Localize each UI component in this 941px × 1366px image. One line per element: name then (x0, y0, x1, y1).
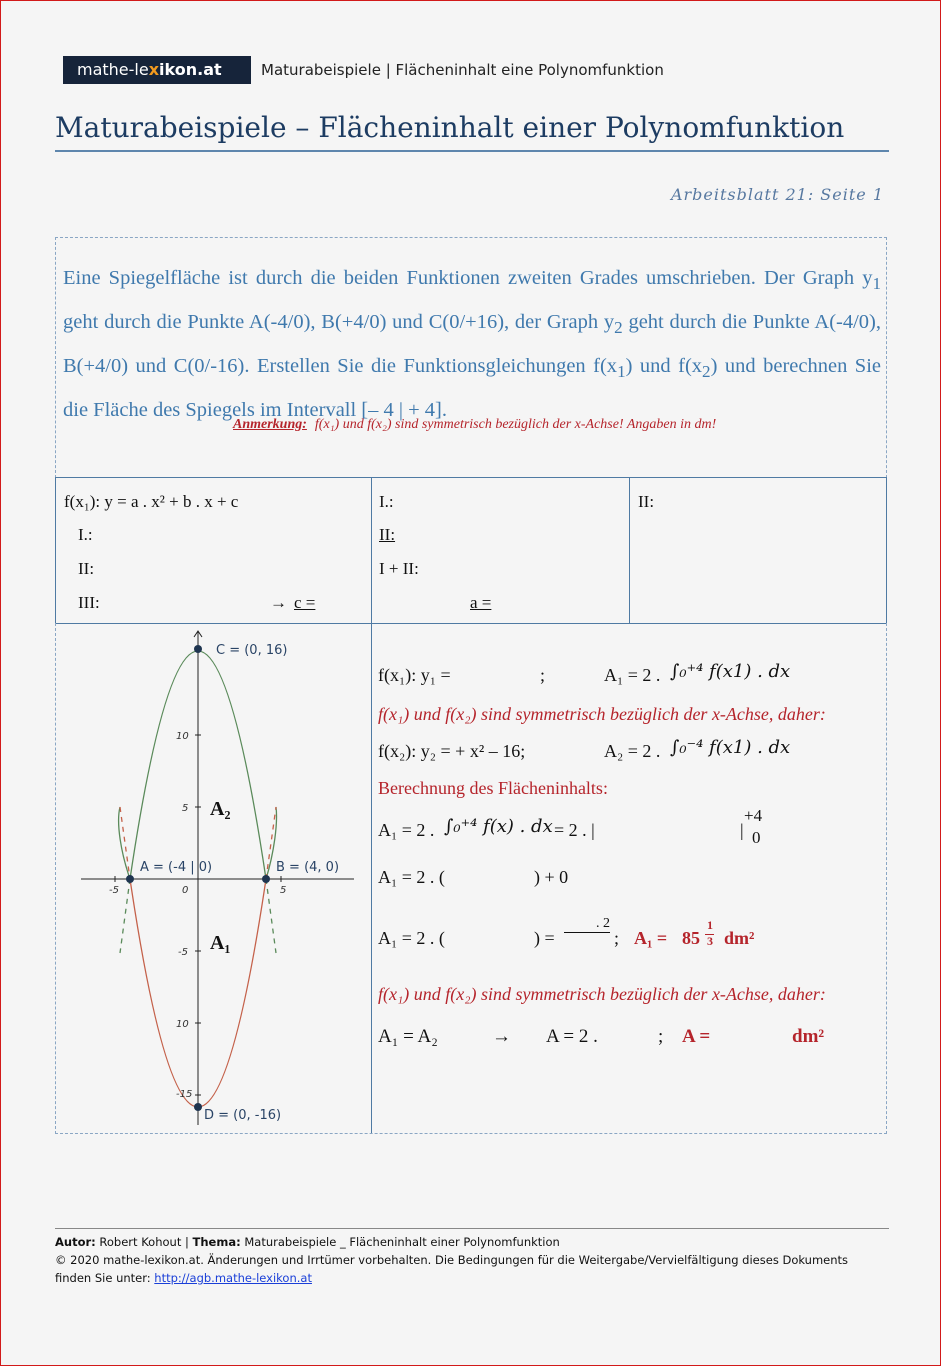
equation-iii-label: III: (78, 593, 100, 612)
column-divider (371, 623, 372, 1133)
x-tick-label: -5 (109, 885, 119, 896)
upper-parabola-ext (120, 807, 130, 879)
sheet-label: Arbeitsblatt 21: Seite 1 (670, 185, 884, 204)
a-result: a = (470, 593, 492, 612)
point-c (194, 645, 202, 653)
line-a1-result: A₁ = 2 . ( ) = . 2 ; A₁ = 85 1 3 dm² (378, 916, 755, 948)
system-cell-2 (372, 478, 630, 623)
equation-i-label: I.: (78, 525, 93, 544)
y-tick-label: 10 (176, 1019, 189, 1030)
y-tick-label: -15 (176, 1089, 193, 1100)
task-text: Eine Spiegelfläche ist durch die beiden Funktionen zweiten Grades umschrieben. Der Graph $y_1$ geht durch die Punkte A(-4/0), B(+4/0) und C(0/+16), der Graph $y_2$ geht durch die Punkte A(-4/0), B(+4/0) und C(0/-16). Erstellen Sie die Funktionsgleichungen $f(x_1)$ und $f(x_2)$ und berechnen Sie die Fläche des Spiegels im Intervall [– 4 | + 4]. (63, 267, 881, 422)
area-a1-label: A₁ (210, 932, 231, 954)
parabola-graph (56, 623, 371, 1133)
c-result: c = (294, 593, 316, 612)
terms-link[interactable]: http://agb.mathe-lexikon.at (154, 1271, 312, 1285)
y-tick-label: 10 (176, 731, 189, 742)
point-d (194, 1103, 202, 1111)
y-tick-label: -5 (178, 947, 188, 958)
line-f2: f(x₂): y₂ = + x² – 16; A₂ = 2 . ∫₀⁻⁴ f(x1) . dx (378, 737, 791, 761)
page-footer (55, 1228, 889, 1287)
solution-area (55, 623, 887, 1134)
equation-ii-label: II: (78, 559, 95, 578)
line-a1-integral: A₁ = 2 . ∫₀⁺⁴ f(x) . dx = 2 . | | +4 0 (378, 806, 763, 847)
equation-ii-label: II: (638, 492, 655, 511)
line-a1-eval: A₁ = 2 . ( ) + 0 (378, 867, 569, 887)
x-tick-label: 5 (280, 885, 287, 896)
point-a (126, 875, 134, 883)
label-c: C = (0, 16) (216, 643, 288, 658)
sum-label: I + II: (379, 559, 419, 578)
page-header (63, 56, 664, 84)
line-total-area: A₁ = A₂ → A = 2 . ; A = dm² (378, 1026, 825, 1047)
footer-author: Autor: Robert Kohout | Thema: Maturabeispiele _ Flächeninhalt einer Polynomfunktion (55, 1235, 560, 1249)
label-b: B = (4, 0) (276, 860, 340, 875)
label-a: A = (-4 | 0) (140, 860, 213, 875)
system-cell-3 (630, 478, 886, 623)
line-f1: f(x₁): y₁ = ; A₁ = 2 . ∫₀⁺⁴ f(x1) . dx (378, 661, 791, 685)
footer-link-line: finden Sie unter: http://agb.mathe-lexikon.at (55, 1271, 312, 1285)
area-a2-label: A₂ (210, 798, 231, 820)
symmetry-note-1: f(x₁) und f(x₂) sind symmetrisch bezüglich der x-Achse, daher: (378, 704, 826, 724)
lower-parabola-ext (120, 879, 130, 953)
lower-parabola-ext (266, 879, 276, 953)
footer-copyright: © 2020 mathe-lexikon.at. Änderungen und Irrtümer vorbehalten. Die Bedingungen für die Weitergabe/Vervielfältigung dieses Dokuments (55, 1253, 849, 1267)
task-note: Anmerkung: f(x₁) und f(x₂) sind symmetrisch bezüglich der x-Achse! Angaben in dm! (233, 417, 717, 432)
calc-heading: Berechnung des Flächeninhalts: (378, 778, 608, 798)
general-formula: f(x₁): y = a . x² + b . x + c (64, 492, 239, 511)
label-d: D = (0, -16) (204, 1108, 282, 1123)
arrow-icon: → (492, 1026, 511, 1047)
point-b (262, 875, 270, 883)
equation-ii-label: II: (379, 525, 396, 544)
system-cell-1 (56, 478, 372, 623)
calculation-column (378, 623, 886, 1133)
arrow-icon: → (270, 593, 287, 612)
breadcrumb: Maturabeispiele | Flächeninhalt eine Polynomfunktion (261, 61, 664, 79)
equation-system-table (55, 477, 887, 624)
site-logo[interactable]: mathe-lexikon.at (63, 56, 251, 84)
y-tick-label: 5 (182, 803, 189, 814)
y-tick-label: 0 (182, 885, 189, 896)
page-title: Maturabeispiele – Flächeninhalt einer Polynomfunktion (55, 111, 889, 152)
equation-i-label: I.: (379, 492, 394, 511)
symmetry-note-2: f(x₁) und f(x₂) sind symmetrisch bezüglich der x-Achse, daher: (378, 984, 826, 1004)
